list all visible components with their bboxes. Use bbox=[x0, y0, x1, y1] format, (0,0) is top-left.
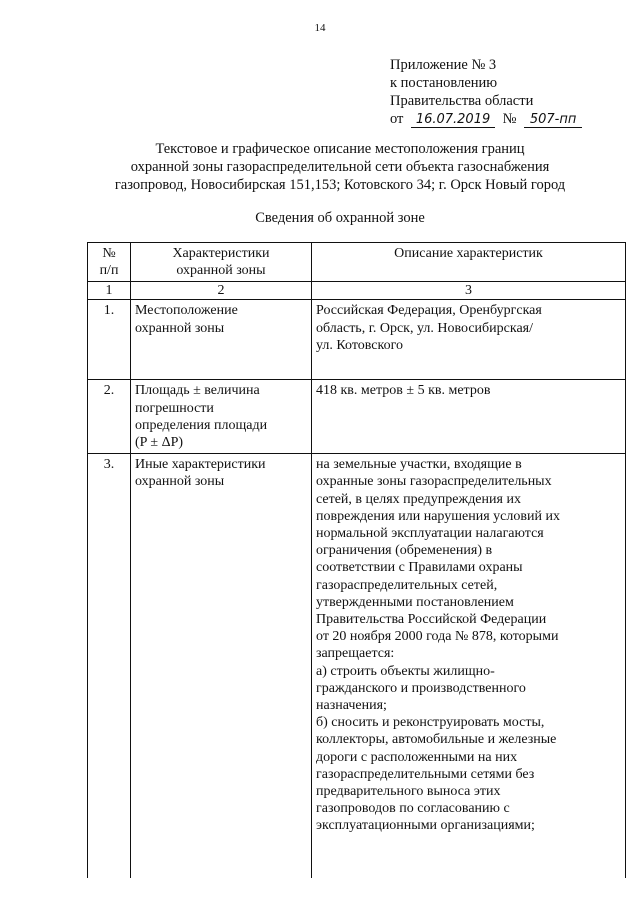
cell-line: охранные зоны газораспределительных bbox=[316, 474, 552, 490]
cell-line: ограничения (обременения) в bbox=[316, 543, 493, 559]
cell-line: б) сносить и реконструировать мосты, bbox=[316, 715, 545, 731]
header-characteristics-line-2: охранной зоны bbox=[176, 263, 266, 279]
cell-line: сетей, в целях предупреждения их bbox=[316, 491, 521, 507]
handwritten-number: 507-пп bbox=[524, 112, 582, 128]
section-subtitle: Сведения об охранной зоне bbox=[255, 210, 425, 226]
cell-line: гражданского и производственного bbox=[316, 680, 526, 696]
table-row bbox=[88, 300, 626, 380]
row-number: 3. bbox=[88, 454, 131, 879]
cell-line: Местоположение bbox=[135, 303, 238, 319]
cell-line: определения площади bbox=[135, 417, 268, 433]
cell-line: а) строить объекты жилищно- bbox=[316, 663, 495, 679]
appendix-date-number-line bbox=[390, 110, 582, 128]
row-number: 1. bbox=[88, 300, 131, 380]
appendix-resolution-ref: к постановлению bbox=[390, 75, 498, 91]
row-description bbox=[312, 380, 626, 454]
cell-line: от 20 ноября 2000 года № 878, которыми bbox=[316, 629, 559, 645]
cell-line: назначения; bbox=[316, 698, 387, 714]
cell-line: 418 кв. метров ± 5 кв. метров bbox=[316, 383, 491, 399]
cell-line: газораспределительными сетями без bbox=[316, 766, 535, 782]
row-description bbox=[312, 300, 626, 380]
cell-line: соответствии с Правилами охраны bbox=[316, 560, 523, 576]
cell-line: погрешности bbox=[135, 400, 214, 416]
cell-line: запрещается: bbox=[316, 646, 395, 662]
cell-line: повреждения или нарушения условий их bbox=[316, 508, 560, 524]
cell-line: ул. Котовского bbox=[316, 337, 403, 353]
cell-line: Площадь ± величина bbox=[135, 383, 260, 399]
header-number bbox=[88, 243, 131, 282]
column-number-1: 1 bbox=[88, 282, 131, 300]
header-characteristics bbox=[131, 243, 312, 282]
column-number-row bbox=[88, 282, 626, 300]
cell-line: газораспределительных сетей, bbox=[316, 577, 498, 593]
cell-line: Иные характеристики bbox=[135, 457, 266, 473]
appendix-government-ref: Правительства области bbox=[390, 93, 534, 109]
cell-line: Правительства Российской Федерации bbox=[316, 612, 547, 628]
handwritten-date: 16.07.2019 bbox=[411, 112, 495, 128]
cell-line: газопроводов по согласованию с bbox=[316, 801, 510, 817]
cell-line: на земельные участки, входящие в bbox=[316, 457, 522, 473]
row-description bbox=[312, 454, 626, 879]
title-line-3: газопровод, Новосибирская 151,153; Котовского 34; г. Орск Новый город bbox=[114, 177, 566, 193]
row-number: 2. bbox=[88, 380, 131, 454]
table-row bbox=[88, 454, 626, 879]
row-characteristic bbox=[131, 454, 312, 879]
cell-line: эксплуатационными организациями; bbox=[316, 818, 535, 834]
cell-line: нормальной эксплуатации налагаются bbox=[316, 526, 544, 542]
column-number-2: 2 bbox=[131, 282, 312, 300]
table-row bbox=[88, 380, 626, 454]
cell-line: область, г. Орск, ул. Новосибирская/ bbox=[316, 320, 533, 336]
row-characteristic bbox=[131, 300, 312, 380]
header-number-line-2: п/п bbox=[99, 263, 119, 279]
cell-line: охранной зоны bbox=[135, 474, 225, 490]
cell-line: коллекторы, автомобильные и железные bbox=[316, 732, 557, 748]
row-characteristic bbox=[131, 380, 312, 454]
cell-line: (P ± ΔP) bbox=[135, 435, 184, 451]
title-line-2: охранной зоны газораспределительной сети объекта газоснабжения bbox=[130, 159, 550, 175]
cell-line: Российская Федерация, Оренбургская bbox=[316, 303, 542, 319]
from-label: от bbox=[390, 111, 404, 127]
number-label: № bbox=[502, 111, 517, 127]
header-description: Описание характеристик bbox=[312, 243, 626, 282]
appendix-title: Приложение № 3 bbox=[390, 57, 497, 73]
page-number: 14 bbox=[314, 22, 326, 34]
document-title bbox=[60, 140, 620, 194]
cell-line: предварительного выноса этих bbox=[316, 784, 501, 800]
appendix-block bbox=[390, 56, 582, 128]
header-characteristics-line-1: Характеристики bbox=[172, 246, 270, 261]
cell-line: утвержденными постановлением bbox=[316, 594, 514, 610]
header-number-line-1: № bbox=[102, 246, 116, 261]
column-number-3: 3 bbox=[312, 282, 626, 300]
zone-info-table bbox=[87, 242, 626, 878]
table-header-row bbox=[88, 243, 626, 282]
cell-line: дороги с расположенными на них bbox=[316, 749, 518, 765]
cell-line: охранной зоны bbox=[135, 320, 225, 336]
title-line-1: Текстовое и графическое описание местоположения границ bbox=[155, 141, 525, 157]
